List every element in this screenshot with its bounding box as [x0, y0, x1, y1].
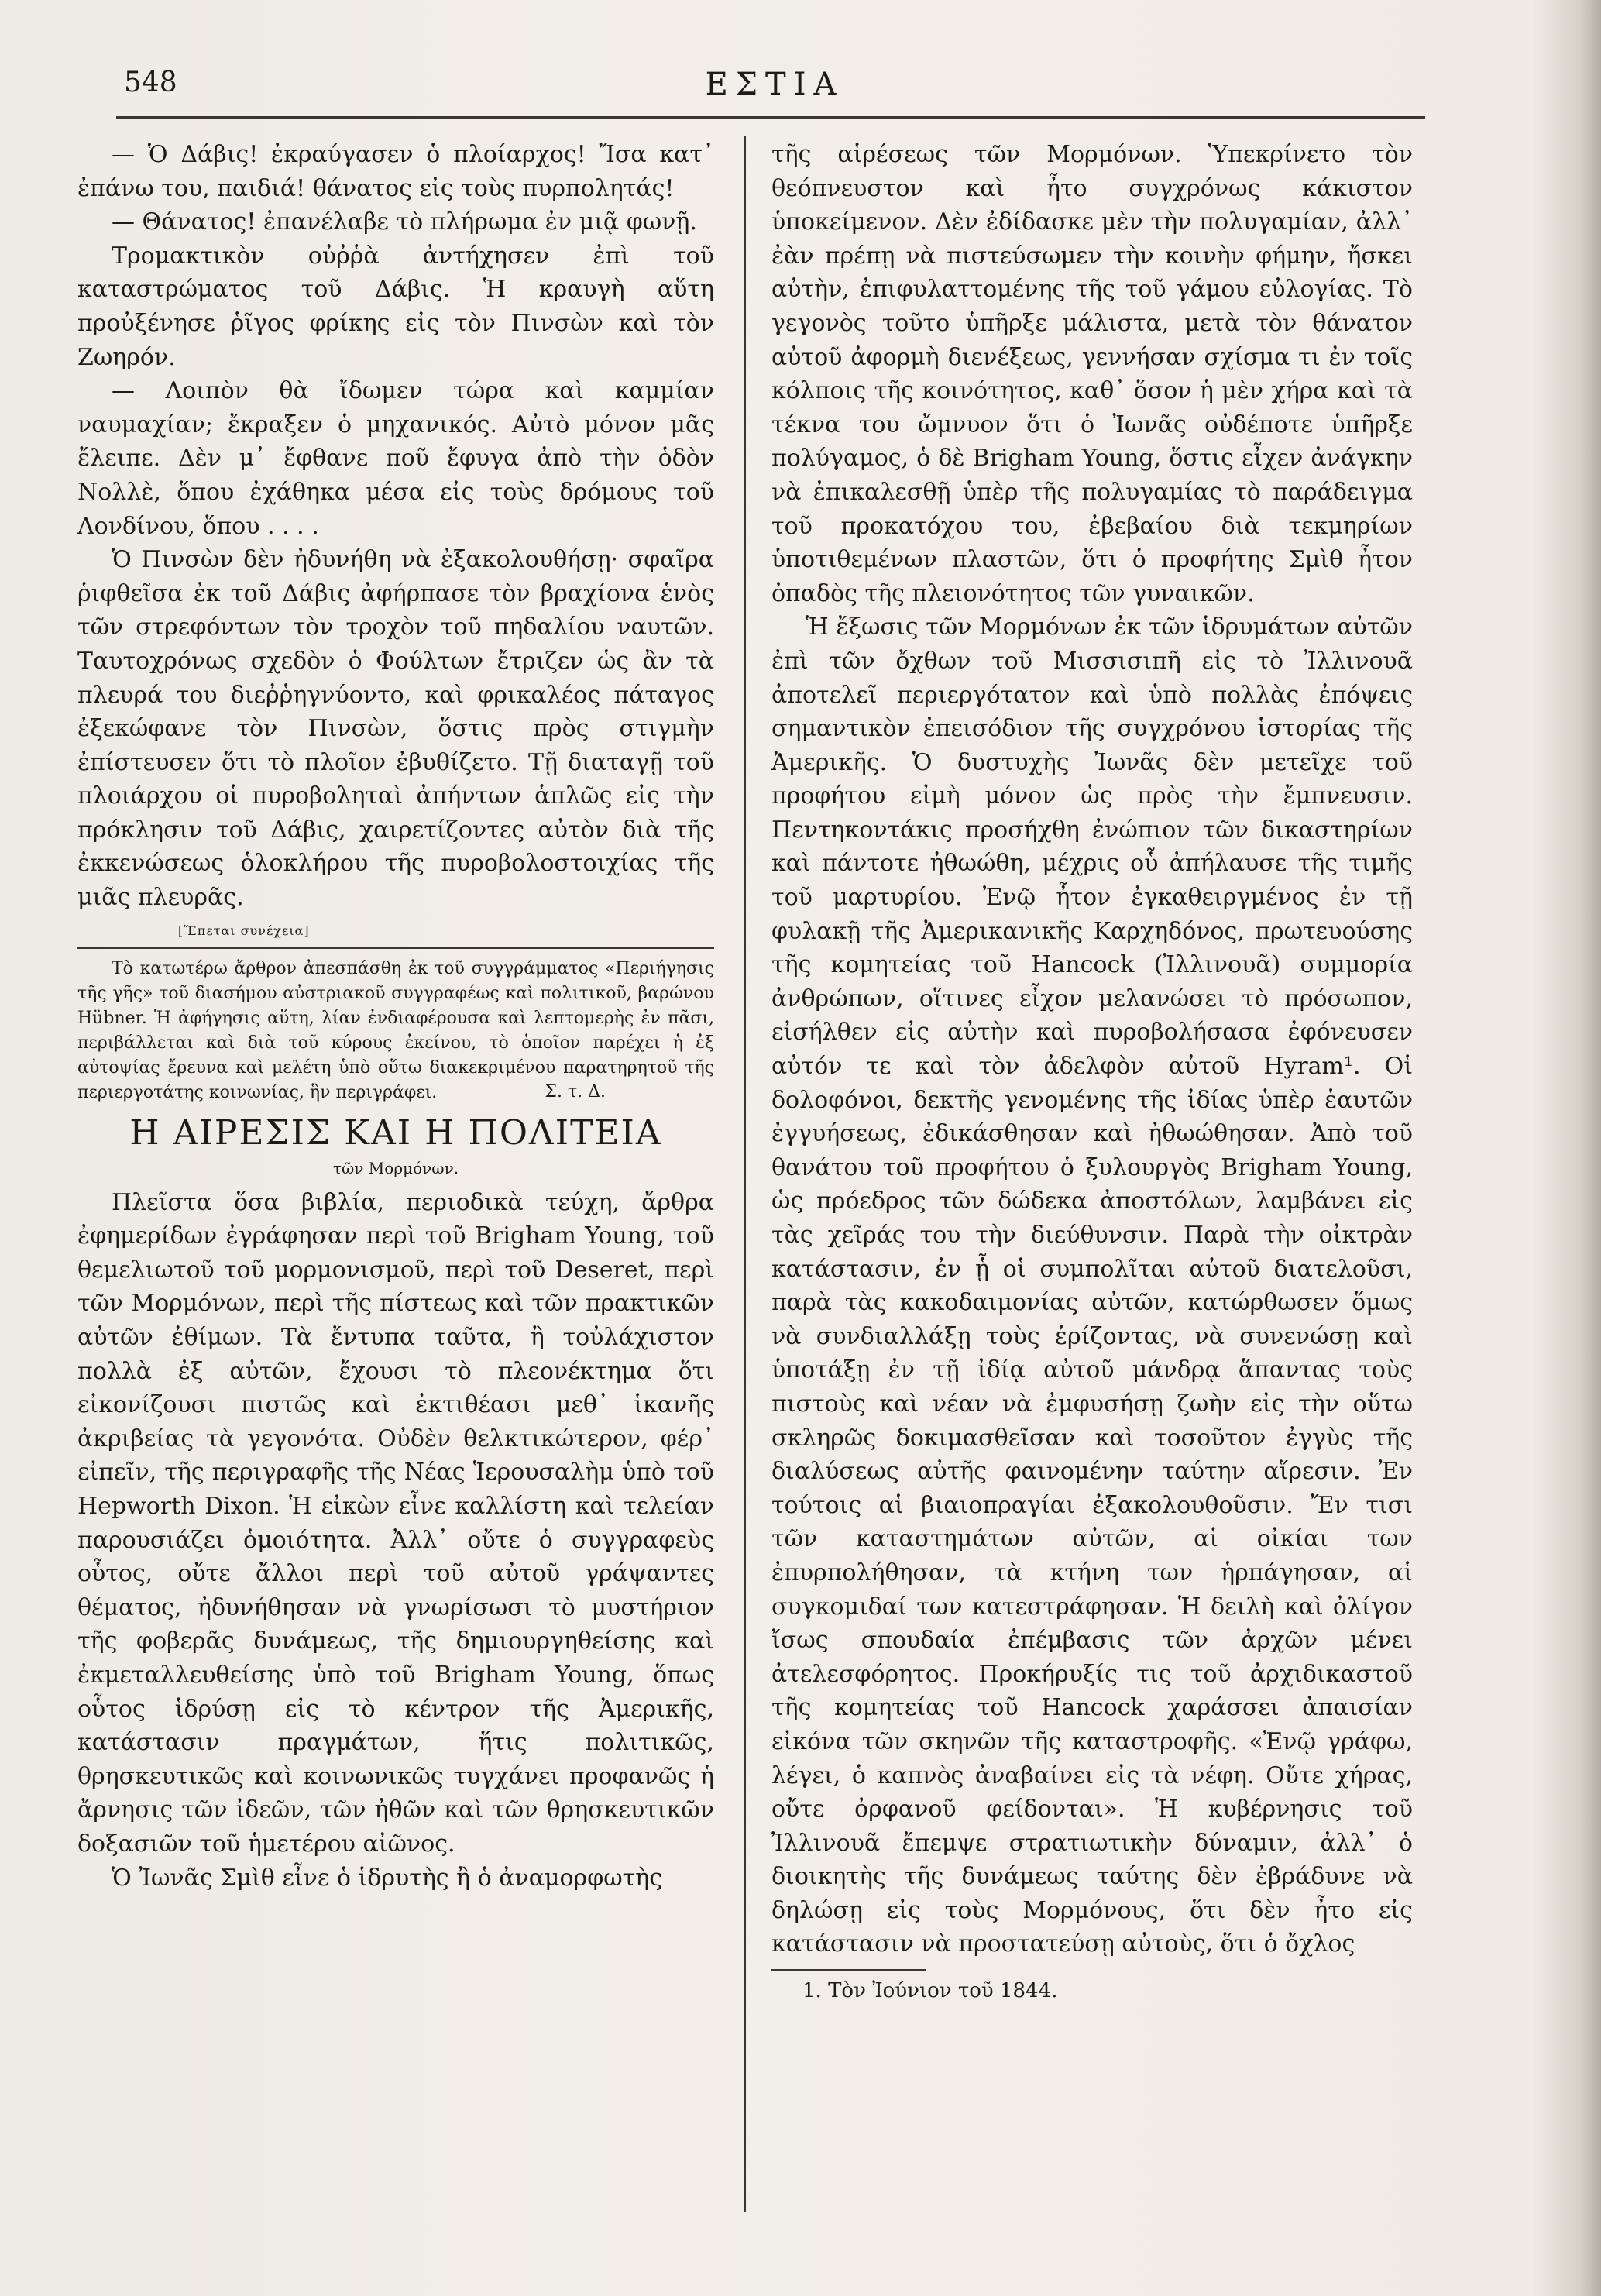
paragraph: — Λοιπὸν θὰ ἴδωμεν τώρα καὶ καμμίαν ναυμαχίαν; ἔκραξεν ὁ μηχανικός. Αὐτὸ μόνον μᾶς ἔλειπε. Δὲν μ᾽ ἔφθανε ποῦ ἔφυγα ἀπὸ τὴν ὁδὸν Νολλὲ, ὅπου ἐχάθηκα μέσα εἰς τοὺς δρόμους τοῦ Λονδίνου, ὅπου . . . . — [77, 377, 714, 540]
paragraph: Τρομακτικὸν οὐῤῥὰ ἀντήχησεν ἐπὶ τοῦ καταστρώματος τοῦ Δάβις. Ἡ κραυγὴ αὕτη προὐξένησε ῥῖγος φρίκης εἰς τὸν Πινσὼν καὶ τὸν Ζωηρόν. — [77, 242, 714, 371]
page-header — [124, 67, 1425, 105]
running-head: ΕΣΤΙΑ — [705, 67, 844, 102]
left-column — [77, 138, 714, 1895]
editor-note: Τὸ κατωτέρω ἄρθρον ἀπεσπάσθη ἐκ τοῦ συγγράμματος «Περιήγησις τῆς γῆς» τοῦ διασήμου αὐστριακοῦ συγγραφέως καὶ πολιτικοῦ, βαρώνου Hübner. Ἡ ἀφήγησις αὕτη, λίαν ἐνδιαφέρουσα καὶ λεπτομερὴς ἐν πᾶσι, περιβάλλεται καὶ διὰ τοῦ κύρους ἐκείνου, τὸ ὁποῖον παρέχει ἡ ἐξ αὐτοψίας ἔρευνα καὶ μελέτη ὑπὸ οὕτω διακεκριμένου παρατηρητοῦ τῆς περιεργοτάτης κοινωνίας, ἣν περιγράφει. — [77, 958, 714, 1102]
section-rule — [77, 947, 714, 949]
paragraph: τῆς αἱρέσεως τῶν Μορμόνων. Ὑπεκρίνετο τὸν θεόπνευστον καὶ ἦτο συγχρόνως κάκιστον ὑποκείμενον. Δὲν ἐδίδασκε μὲν τὴν πολυγαμίαν, ἀλλ᾽ ἐὰν πρέπῃ νὰ πιστεύσωμεν τὴν κοινὴν φήμην, ἤσκει αὐτὴν, ἐπιφυλαττομένης τῆς τοῦ γάμου εὐλογίας. Τὸ γεγονὸς τοῦτο ὑπῆρξε μάλιστα, μετὰ τὸν θάνατον αὐτοῦ ἀφορμὴ διενέξεως, γεννήσαν σχίσμα τι ἐν τοῖς κόλποις τῆς κοινότητος, καθ᾽ ὅσον ἡ μὲν χήρα καὶ τὰ τέκνα του ὤμνυον ὅτι ὁ Ἰωνᾶς οὐδέποτε ὑπῆρξε πολύγαμος, ὁ δὲ Brigham Young, ὅστις εἶχεν ἀνάγκην νὰ ἐπικαλεσθῇ ὑπὲρ τῆς πολυγαμίας τὸ παράδειγμα τοῦ προκατόχου του, ἐβεβαίου διὰ τεκμηρίων ὑποτιθεμένων πλαστῶν, ὅτι ὁ προφήτης Σμὶθ ἦτον ὀπαδὸς τῆς πλειονότητος τῶν γυναικῶν. — [771, 141, 1413, 607]
footnote: 1. Τὸν Ἰούνιον τοῦ 1844. — [802, 1979, 1058, 2003]
column-rule — [744, 136, 746, 2212]
paragraph: Ὁ Πινσὼν δὲν ἠδυνήθη νὰ ἐξακολουθήσῃ· σφαῖρα ῥιφθεῖσα ἐκ τοῦ Δάβις ἀφήρπασε τὸν βραχίονα ἑνὸς τῶν στρεφόντων τὸν τροχὸν τοῦ πηδαλίου ναυτῶν. Ταυτοχρόνως σχεδὸν ὁ Φούλτων ἔτριζεν ὡς ἂν τὰ πλευρά του διεῤῥηγνύοντο, καὶ φρικαλέος πάταγος ἐξεκώφανε τὸν Πινσὼν, ὅστις πρὸς στιγμὴν ἐπίστευσεν ὅτι τὸ πλοῖον ἐβυθίζετο. Τῇ διαταγῇ τοῦ πλοιάρχου οἱ πυροβοληταὶ ἀπήντων ἁπλῶς εἰς τὴν πρόκλησιν τοῦ Δάβις, χαιρετίζοντες αὐτὸν διὰ τῆς ἐκκενώσεως ὁλοκλήρου τῆς πυροβολοστοιχίας τῆς μιᾶς πλευρᾶς. — [77, 546, 714, 912]
paragraph: — Ὁ Δάβις! ἐκραύγασεν ὁ πλοίαρχος! Ἴσα κατ᾽ ἐπάνω του, παιδιά! θάνατος εἰς τοὺς πυρπολητάς! — [77, 141, 714, 202]
paragraph: Ὁ Ἰωνᾶς Σμὶθ εἶνε ὁ ἱδρυτὴς ἢ ὁ ἀναμορφωτὴς — [112, 1864, 663, 1892]
header-rule — [116, 116, 1425, 119]
paragraph: — Θάνατος! ἐπανέλαβε τὸ πλήρωμα ἐν μιᾷ φωνῇ. — [112, 208, 697, 236]
page-number: 548 — [124, 67, 177, 98]
paragraph: Πλεῖστα ὅσα βιβλία, περιοδικὰ τεύχη, ἄρθρα ἐφημερίδων ἐγράφησαν περὶ τοῦ Brigham Young, τοῦ θεμελιωτοῦ τοῦ μορμονισμοῦ, περὶ τοῦ Deseret, περὶ τῶν Μορμόνων, περὶ τῆς πίστεως καὶ τῶν πρακτικῶν αὐτῶν ἐθίμων. Τὰ ἔντυπα ταῦτα, ἢ τοὐλάχιστον πολλὰ ἐξ αὐτῶν, ἔχουσι τὸ πλεονέκτημα ὅτι εἰκονίζουσι πιστῶς καὶ ἐκτιθέασι μεθ᾽ ἱκανῆς ἀκριβείας τὰ γεγονότα. Οὐδὲν θελκτικώτερον, φέρ᾽ εἰπεῖν, τῆς περιγραφῆς τῆς Νέας Ἱερουσαλὴμ ὑπὸ τοῦ Hepworth Dixon. Ἡ εἰκὼν εἶνε καλλίστη καὶ τελείαν παρουσιάζει ὁμοιότητα. Ἀλλ᾽ οὔτε ὁ συγγραφεὺς οὗτος, οὔτε ἄλλοι περὶ τοῦ αὐτοῦ γράψαντες θέματος, ἠδυνήθησαν νὰ γνωρίσωσι τὸ μυστήριον τῆς φοβερᾶς δυνάμεως, τῆς δημιουργηθείσης καὶ ἐκμεταλλευθείσης ὑπὸ τοῦ Brigham Young, ὅπως οὗτος ἱδρύσῃ εἰς τὸ κέντρον τῆς Ἀμερικῆς, κατάστασιν πραγμάτων, ἥτις πολιτικῶς, θρησκευτικῶς καὶ κοινωνικῶς τυγχάνει προφανῶς ἡ ἄρνησις τῶν ἰδεῶν, τῶν ἠθῶν καὶ τῶν θρησκευτικῶν δοξασιῶν τοῦ ἡμετέρου αἰῶνος. — [77, 1188, 714, 1858]
right-column — [771, 138, 1413, 2005]
binding-shadow — [1531, 0, 1601, 2296]
paragraph: Ἡ ἔξωσις τῶν Μορμόνων ἐκ τῶν ἱδρυμάτων αὐτῶν ἐπὶ τῶν ὄχθων τοῦ Μισσισιπῆ εἰς τὸ Ἰλλινουᾶ ἀποτελεῖ περιεργότατον καὶ ὑπὸ πολλὰς ἐπόψεις σημαντικὸν ἐπεισόδιον τῆς συγχρόνου ἱστορίας τῆς Ἀμερικῆς. Ὁ δυστυχὴς Ἰωνᾶς δὲν μετεῖχε τοῦ προφήτου εἰμὴ μόνον ὡς πρὸς τὴν ἔμπνευσιν. Πεντηκοντάκις προσήχθη ἐνώπιον τῶν δικαστηρίων καὶ πάντοτε ἠθωώθη, μέχρις οὗ ἀπήλαυσε τῆς τιμῆς τοῦ μαρτυρίου. Ἐνῷ ἦτον ἐγκαθειργμένος ἐν τῇ φυλακῇ τῆς Ἀμερικανικῆς Καρχηδόνος, πρωτευούσης τῆς κομητείας τοῦ Hancock (Ἰλλινουᾶ) συμμορία ἀνθρώπων, οἵτινες εἶχον μελανώσει τὸ πρόσωπον, εἰσήλθεν εἰς αὐτὴν καὶ πυροβολήσασα ἐφόνευσεν αὐτόν τε καὶ τὸν ἀδελφὸν αὐτοῦ Hyram¹. Οἱ δολοφόνοι, δεκτῆς γενομένης τῆς ἰδίας ὑπὲρ ἑαυτῶν ἐγγυήσεως, ἐδικάσθησαν καὶ ἠθωώθησαν. Ἀπὸ τοῦ θανάτου τοῦ προφήτου ὁ ξυλουργὸς Brigham Young, ὡς πρόεδρος τῶν δώδεκα ἀποστόλων, λαμβάνει εἰς τὰς χεῖράς του τὴν διεύθυνσιν. Παρὰ τὴν οἰκτρὰν κατάστασιν, ἐν ᾗ οἱ συμπολῖται αὐτοῦ διατελοῦσι, παρὰ τὰς κακοδαιμονίας αὐτῶν, κατώρθωσεν ὅμως νὰ συνδιαλλάξῃ τοὺς ἐρίζοντας, νὰ συνενώσῃ καὶ ὑποτάξῃ ἐν τῇ ἰδίᾳ αὐτοῦ μάνδρᾳ ἅπαντας τοὺς πιστοὺς καὶ νέαν νὰ ἐμφυσήσῃ ζωὴν εἰς τὴν οὕτω σκληρῶς δοκιμασθεῖσαν καὶ τοσοῦτον ἐγγὺς τῆς διαλύσεως αὐτῆς φαινομένην ταύτην αἵρεσιν. Ἐν τούτοις αἱ βιαιοπραγίαι ἐξακολουθοῦσιν. Ἔν τισι τῶν καταστημάτων αὐτῶν, αἱ οἰκίαι των ἐπυρπολήθησαν, τὰ κτήνη των ἡρπάγησαν, αἱ συγκομιδαί των κατεστράφησαν. Ἡ δειλὴ καὶ ὀλίγον ἴσως σπουδαία ἐπέμβασις τῶν ἀρχῶν μένει ἀτελεσφόρητος. Προκήρυξίς τις τοῦ ἀρχιδικαστοῦ τῆς κομητείας τοῦ Hancock χαράσσει ἀπαισίαν εἰκόνα τῶν σκηνῶν τῆς καταστροφῆς. «Ἐνῷ γράφω, λέγει, ὁ καπνὸς ἀναβαίνει εἰς τὰ νέφη. Οὔτε χήρας, οὔτε ὀρφανοῦ φείδονται». Ἡ κυβέρνησις τοῦ Ἰλλινουᾶ ἔπεμψε στρατιωτικὴν δύναμιν, ἀλλ᾽ ὁ διοικητὴς τῆς δυνάμεως ταύτης δὲν ἐβράδυνε νὰ δηλώσῃ εἰς τοὺς Μορμόνους, ὅτι δὲν ἦτο εἰς κατάστασιν νὰ προστατεύσῃ αὐτοὺς, ὅτι ὁ ὄχλος — [771, 614, 1413, 1958]
footnote-rule — [771, 1969, 926, 1971]
article-subtitle: τῶν Μορμόνων. — [332, 1158, 459, 1177]
to-be-continued: [Ἕπεται συνέχεια] — [178, 923, 310, 938]
article-title: Η ΑΙΡΕΣΙΣ ΚΑΙ Η ΠΟΛΙΤΕΙΑ — [129, 1112, 662, 1153]
editor-signature: Σ. τ. Δ. — [545, 1081, 606, 1102]
